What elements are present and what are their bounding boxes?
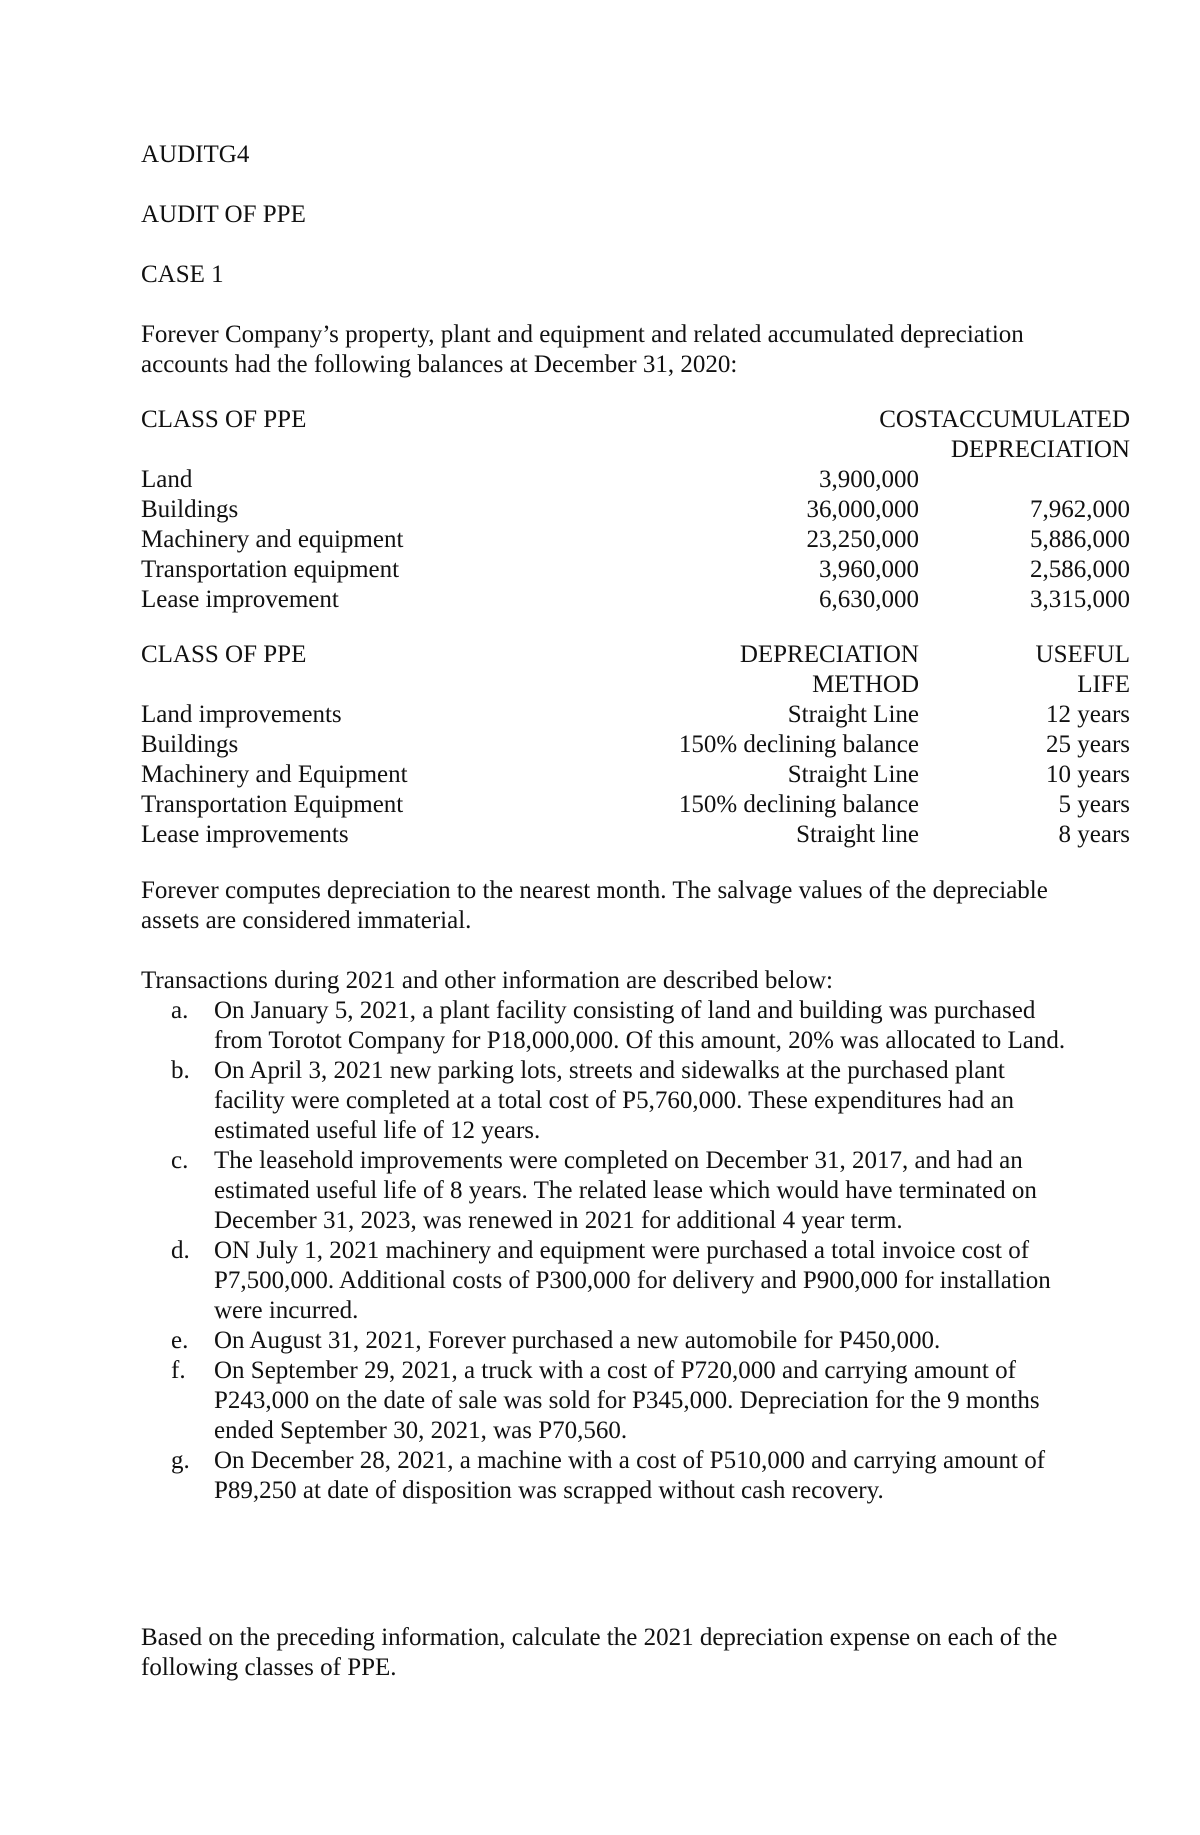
list-item bbox=[141, 1146, 1066, 1236]
policy-note: Forever computes depreciation to the nearest month. The salvage values of the depreciable assets are considered immaterial. bbox=[141, 877, 1048, 934]
table-row bbox=[141, 525, 1130, 555]
item-text: On September 29, 2021, a truck with a cost of P720,000 and carrying amount of P243,000 on the date of sale was sold for P345,000. Depreciation for the 9 months ended September 30, 2021, was P70,560. bbox=[214, 1357, 1040, 1444]
method-col-class: CLASS OF PPE bbox=[141, 641, 307, 668]
transactions-list bbox=[141, 996, 1066, 1506]
ppe-class: Buildings bbox=[141, 496, 239, 523]
ppe-class: Land bbox=[141, 466, 193, 493]
method-col-method-line2: METHOD bbox=[812, 671, 919, 698]
table-row bbox=[141, 585, 1130, 615]
item-text: The leasehold improvements were completed on December 31, 2017, and had an estimated useful life of 8 years. The related lease which would have terminated on December 31, 2023, was renewed in 2021 for additional 4 year term. bbox=[214, 1147, 1037, 1234]
method-header-row bbox=[141, 640, 1130, 670]
item-label: d. bbox=[171, 1237, 190, 1264]
balances-header-row-2 bbox=[141, 435, 1130, 465]
course-code: AUDITG4 bbox=[141, 141, 250, 168]
depreciation-method: Straight Line bbox=[787, 761, 919, 788]
balances-col-accum-line2: DEPRECIATION bbox=[950, 436, 1130, 463]
item-label: a. bbox=[171, 997, 189, 1024]
list-item bbox=[141, 1056, 1066, 1146]
list-item bbox=[141, 1236, 1066, 1326]
intro-paragraph: Forever Company’s property, plant and equipment and related accumulated depreciation accounts had the following balances at December 31, 2020: bbox=[141, 321, 1024, 378]
list-item bbox=[141, 1356, 1066, 1446]
ppe-class: Machinery and equipment bbox=[141, 526, 404, 553]
depreciation-method: Straight line bbox=[796, 821, 919, 848]
item-label: e. bbox=[171, 1327, 189, 1354]
balances-header-row bbox=[141, 405, 1130, 435]
ppe-accum: 7,962,000 bbox=[1030, 496, 1130, 523]
ppe-accum: 2,586,000 bbox=[1030, 556, 1130, 583]
list-item bbox=[141, 996, 1066, 1056]
item-text: On January 5, 2021, a plant facility consisting of land and building was purchased from Torotot Company for P18,000,000. Of this amount, 20% was allocated to Land. bbox=[214, 997, 1066, 1054]
item-text: On August 31, 2021, Forever purchased a new automobile for P450,000. bbox=[214, 1327, 941, 1354]
item-label: g. bbox=[171, 1447, 190, 1474]
depreciation-method: Straight Line bbox=[787, 701, 919, 728]
list-item bbox=[141, 1326, 1066, 1356]
ppe-class: Transportation equipment bbox=[141, 556, 400, 583]
depreciation-method: 150% declining balance bbox=[678, 731, 919, 758]
table-row bbox=[141, 700, 1130, 730]
table-row bbox=[141, 495, 1130, 525]
method-header-row-2 bbox=[141, 670, 1130, 700]
ppe-cost: 36,000,000 bbox=[806, 496, 919, 523]
list-item bbox=[141, 1446, 1066, 1506]
ppe-cost: 3,960,000 bbox=[819, 556, 919, 583]
item-text: On December 28, 2021, a machine with a cost of P510,000 and carrying amount of P89,250 at date of disposition was scrapped without cash recovery. bbox=[214, 1447, 1046, 1504]
ppe-cost: 23,250,000 bbox=[806, 526, 919, 553]
method-col-life: USEFUL bbox=[1035, 641, 1130, 668]
method-col-method: DEPRECIATION bbox=[739, 641, 919, 668]
table-row bbox=[141, 555, 1130, 585]
useful-life: 25 years bbox=[1046, 731, 1130, 758]
item-text: ON July 1, 2021 machinery and equipment were purchased a total invoice cost of P7,500,000. Additional costs of P300,000 for delivery and P900,000 for installation were incurred. bbox=[214, 1237, 1051, 1324]
balances-table bbox=[141, 405, 1130, 615]
ppe-class: Lease improvements bbox=[141, 821, 349, 848]
balances-col-cost-accum: COSTACCUMULATED bbox=[879, 406, 1130, 433]
closing-instruction: Based on the preceding information, calculate the 2021 depreciation expense on each of the following classes of PPE. bbox=[141, 1624, 1058, 1681]
ppe-cost: 6,630,000 bbox=[819, 586, 919, 613]
case-title: CASE 1 bbox=[141, 261, 224, 288]
item-label: b. bbox=[171, 1057, 190, 1084]
ppe-class: Land improvements bbox=[141, 701, 342, 728]
ppe-class: Transportation Equipment bbox=[141, 791, 404, 818]
table-row bbox=[141, 790, 1130, 820]
useful-life: 10 years bbox=[1046, 761, 1130, 788]
useful-life: 8 years bbox=[1058, 821, 1130, 848]
item-label: f. bbox=[171, 1357, 186, 1384]
ppe-accum: 3,315,000 bbox=[1030, 586, 1130, 613]
table-row bbox=[141, 820, 1130, 850]
balances-col-class: CLASS OF PPE bbox=[141, 406, 307, 433]
ppe-cost: 3,900,000 bbox=[819, 466, 919, 493]
transactions-intro: Transactions during 2021 and other information are described below: bbox=[141, 967, 833, 994]
table-row bbox=[141, 730, 1130, 760]
ppe-class: Buildings bbox=[141, 731, 239, 758]
ppe-accum bbox=[919, 465, 1130, 495]
item-label: c. bbox=[171, 1147, 189, 1174]
ppe-accum: 5,886,000 bbox=[1030, 526, 1130, 553]
useful-life: 5 years bbox=[1058, 791, 1130, 818]
method-col-life-line2: LIFE bbox=[1077, 671, 1130, 698]
table-row bbox=[141, 760, 1130, 790]
topic-title: AUDIT OF PPE bbox=[141, 201, 306, 228]
useful-life: 12 years bbox=[1046, 701, 1130, 728]
item-text: On April 3, 2021 new parking lots, streets and sidewalks at the purchased plant facility were completed at a total cost of P5,760,000. These expenditures had an estimated useful life of 12 years. bbox=[214, 1057, 1014, 1144]
depreciation-method: 150% declining balance bbox=[678, 791, 919, 818]
table-row bbox=[141, 465, 1130, 495]
ppe-class: Machinery and Equipment bbox=[141, 761, 408, 788]
method-table bbox=[141, 640, 1130, 850]
ppe-class: Lease improvement bbox=[141, 586, 339, 613]
